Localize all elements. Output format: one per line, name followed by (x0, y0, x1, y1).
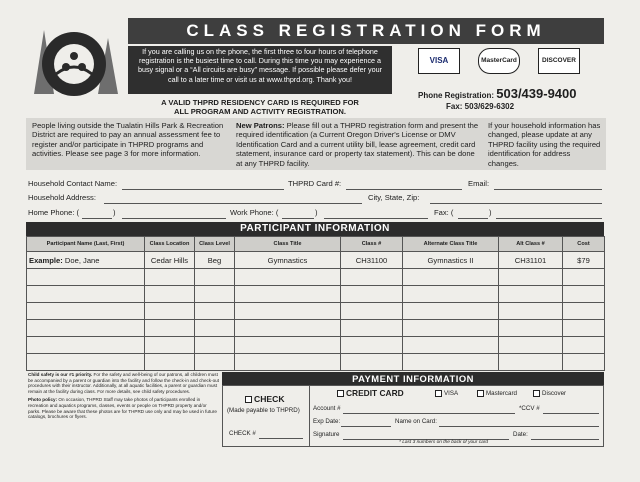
fax-field[interactable] (496, 217, 602, 219)
check-label: CHECK (254, 394, 285, 404)
example-location: Cedar Hills (145, 252, 195, 269)
name-on-card-field[interactable] (439, 425, 599, 427)
residency-line2: ALL PROGRAM AND ACTIVITY REGISTRATION. (174, 107, 346, 116)
participant-table (26, 236, 605, 371)
thprd-logo (28, 22, 124, 100)
mastercard-option[interactable] (477, 390, 517, 397)
table-row[interactable] (27, 269, 605, 286)
city-state-zip-label: City, State, Zip: (368, 193, 420, 202)
outside-district-info: People living outside the Tualatin Hills Park & Recreation District are required to pay an annual assessment fee to register and/or participate in THPRD programs and activities. Please see page 3 for more information. (32, 121, 224, 159)
phone-number: 503/439-9400 (496, 86, 577, 101)
household-contact-field[interactable] (122, 188, 284, 190)
mastercard-label: Mastercard (486, 390, 517, 398)
example-class-number: CH31100 (341, 252, 403, 269)
discover-logo: DISCOVER (538, 48, 580, 74)
household-change-info: If your household information has changed, please update at any THPRD facility using the required identification for address changes. (488, 121, 601, 168)
safety-policy (28, 372, 220, 420)
fax-area-code-field[interactable] (458, 217, 488, 219)
info-band (26, 118, 606, 170)
phone-label: Phone Registration: (418, 91, 495, 100)
table-row[interactable] (27, 337, 605, 354)
example-level: Beg (195, 252, 235, 269)
child-safety-body: For the safety and well-being of our patrons, all children must be accompanied by a parent or guardian into the facility and follow the check-in and check-out procedures with their instructor. Additionally, at all aquatic facilities, a parent or guardian must remain at the facility during class. For more details, see child safety procedures. (28, 372, 220, 394)
city-state-zip-field[interactable] (430, 202, 602, 204)
example-alt-class-number: CH31101 (499, 252, 563, 269)
ccv-footnote: * Last 3 numbers on the back of your card (399, 440, 489, 445)
check-note: (Made payable to THPRD) (227, 407, 300, 414)
discover-option[interactable] (533, 390, 566, 397)
check-checkbox[interactable] (245, 396, 252, 403)
example-name-cell (27, 252, 145, 269)
home-phone-field[interactable] (122, 217, 226, 219)
credit-card-option[interactable] (337, 388, 404, 398)
col-participant-name: Participant Name (Last, First) (27, 237, 145, 252)
visa-label: VISA (444, 390, 459, 398)
logo-graphic (28, 22, 124, 100)
discover-label: Discover (542, 390, 567, 398)
table-row[interactable] (27, 303, 605, 320)
form-title: CLASS REGISTRATION FORM (128, 18, 604, 44)
visa-option[interactable] (435, 390, 458, 397)
home-phone-paren: ) (113, 208, 116, 217)
exp-date-field[interactable] (341, 425, 391, 427)
child-safety-label: Child safety is our #1 priority. (28, 372, 93, 377)
date-field[interactable] (531, 438, 599, 440)
exp-date-label: Exp Date: (313, 418, 341, 425)
residency-line1: A VALID THPRD RESIDENCY CARD IS REQUIRED FOR (161, 98, 359, 107)
example-name: Doe, Jane (64, 255, 100, 265)
email-field[interactable] (494, 188, 602, 190)
child-safety-text (28, 372, 220, 394)
account-field[interactable] (343, 412, 515, 414)
phone-registration (418, 86, 603, 101)
date-label: Date: (513, 431, 528, 438)
fax-label: Fax: ( (434, 208, 454, 217)
thprd-card-label: THPRD Card #: (288, 179, 342, 188)
household-address-field[interactable] (104, 202, 362, 204)
example-alt-title: Gymnastics II (403, 252, 499, 269)
work-phone-label: Work Phone: ( (230, 208, 279, 217)
photo-policy-text (28, 397, 220, 419)
mastercard-checkbox[interactable] (477, 390, 484, 397)
participant-header-row (27, 237, 605, 252)
col-alt-class-title: Alternate Class Title (403, 237, 499, 252)
home-phone-label: Home Phone: ( (28, 208, 80, 217)
col-class-location: Class Location (145, 237, 195, 252)
example-title: Gymnastics (235, 252, 341, 269)
visa-checkbox[interactable] (435, 390, 442, 397)
check-option[interactable] (245, 394, 285, 404)
fax-number: Fax: 503/629-6302 (446, 102, 515, 111)
col-class-level: Class Level (195, 237, 235, 252)
phone-notice: If you are calling us on the phone, the first three to four hours of telephone registration is the busiest time to call. During this time you may experience a busy signal or a “All circuits are busy” message. If possible please defer your call to a later time or visit us at www.thprd.org. Thank you! (128, 46, 392, 94)
mastercard-logo: MasterCard (478, 48, 520, 74)
credit-card-checkbox[interactable] (337, 390, 344, 397)
payment-box (222, 385, 604, 447)
example-cost: $79 (563, 252, 605, 269)
photo-policy-body: On occasion, THPRD Staff may take photos of participants enrolled in recreation and aquatics programs, classes, events or people on THPRD property and/or parks. Please be aware that these photos are for THPRD use only and may be used in future catalogs, brochures or flyers. (28, 397, 217, 420)
table-row[interactable] (27, 354, 605, 371)
new-patrons-info (236, 121, 482, 168)
discover-checkbox[interactable] (533, 390, 540, 397)
new-patrons-text: Please fill out a THPRD registration form and present the required identification (a Current Oregon Driver's License or DMV Identification Card and a current utility bill, lease agreement, credit card statement, insurance card or property tax statement). This can be done at any THPRD facility. (236, 121, 479, 168)
fax-paren: ) (489, 208, 492, 217)
credit-card-label: CREDIT CARD (346, 388, 404, 398)
visa-logo: VISA (418, 48, 460, 74)
col-cost: Cost (563, 237, 605, 252)
ccv-field[interactable] (543, 412, 599, 414)
home-area-code-field[interactable] (82, 217, 112, 219)
example-label: Example: (29, 255, 63, 265)
col-alt-class-number: Alt Class # (499, 237, 563, 252)
card-logos (418, 48, 588, 76)
work-area-code-field[interactable] (282, 217, 314, 219)
table-row[interactable] (27, 286, 605, 303)
photo-policy-label: Photo policy: (28, 397, 58, 403)
payment-heading: PAYMENT INFORMATION (222, 372, 604, 385)
household-contact-label: Household Contact Name: (28, 179, 118, 188)
example-row (27, 252, 605, 269)
ccv-label: *CCV # (519, 405, 540, 412)
work-phone-paren: ) (315, 208, 318, 217)
check-number-label: CHECK # (229, 430, 256, 437)
new-patrons-label: New Patrons: (236, 121, 285, 130)
check-number-field[interactable] (259, 437, 303, 439)
participant-heading: PARTICIPANT INFORMATION (26, 222, 604, 236)
thprd-card-field[interactable] (346, 188, 462, 190)
name-on-card-label: Name on Card: (395, 418, 437, 425)
table-row[interactable] (27, 320, 605, 337)
col-class-title: Class Title (235, 237, 341, 252)
household-address-label: Household Address: (28, 193, 96, 202)
residency-notice (132, 98, 388, 116)
signature-label: Signature (313, 431, 340, 438)
account-label: Account # (313, 405, 341, 412)
work-phone-field[interactable] (324, 217, 428, 219)
email-label: Email: (468, 179, 490, 188)
col-class-number: Class # (341, 237, 403, 252)
check-section (223, 386, 310, 446)
